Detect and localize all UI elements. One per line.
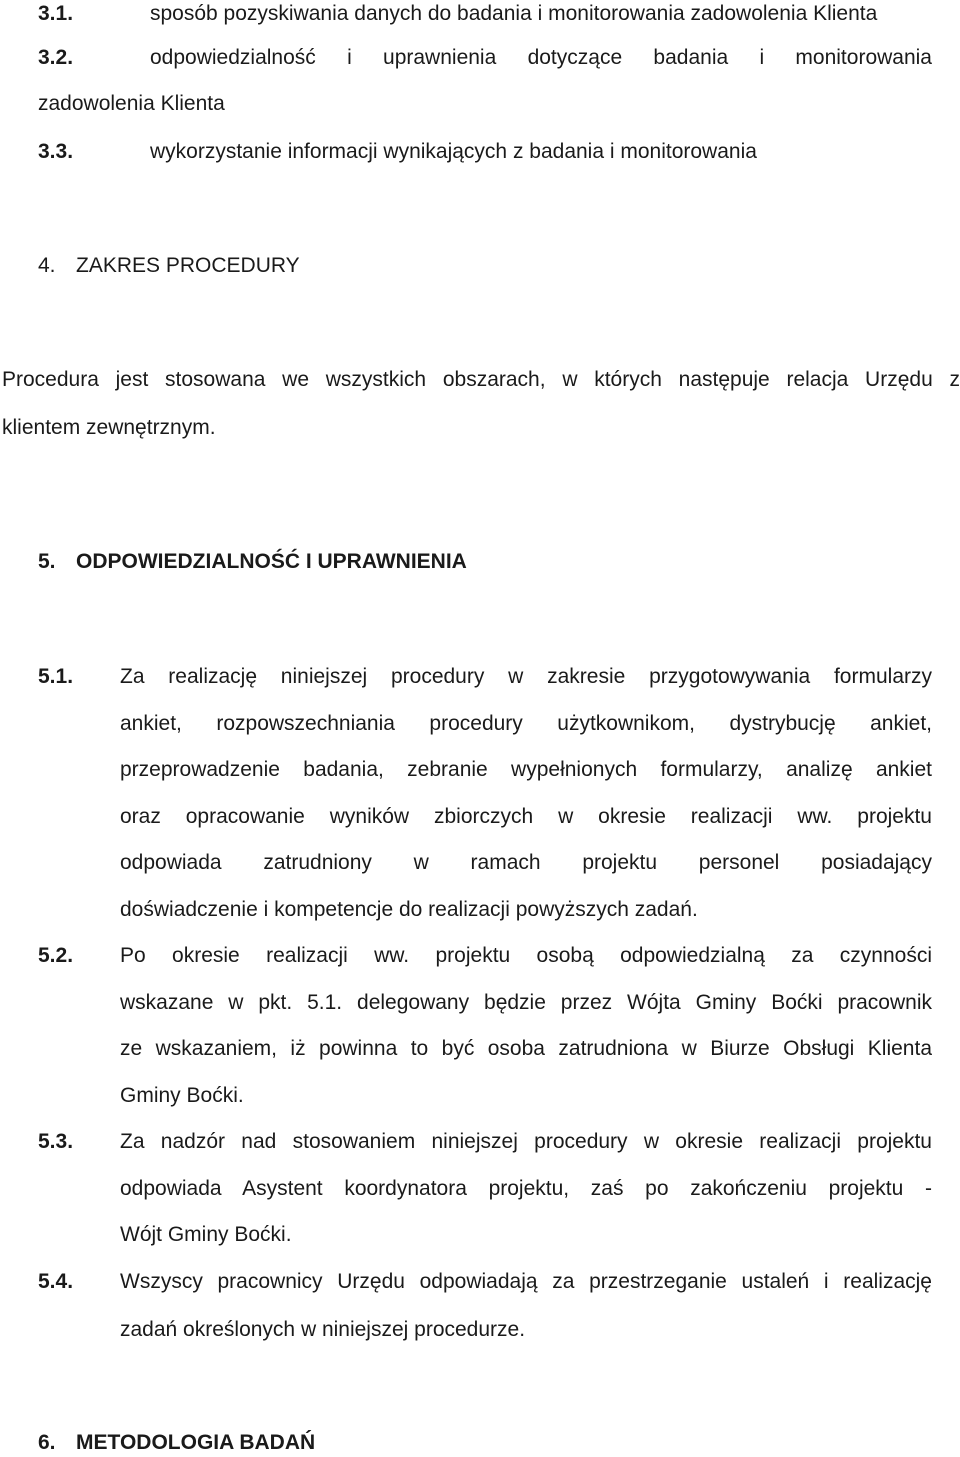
section-5-title: ODPOWIEDZIALNOŚĆ I UPRAWNIENIA (76, 550, 467, 573)
item-5-1-line: oraz opracowanie wyników zbiorczych w okresie realizacji ww. projektu (120, 805, 932, 828)
item-text-3-3: wykorzystanie informacji wynikających z badania i monitorowania (150, 140, 757, 163)
item-number-5-1: 5.1. (38, 665, 74, 688)
section-4-number: 4. (38, 254, 56, 277)
item-5-3-line: odpowiada Asystent koordynatora projektu, zaś po zakończeniu projektu - (120, 1177, 932, 1200)
item-5-1-line: ankiet, rozpowszechniania procedury użytkownikom, dystrybucję ankiet, (120, 712, 932, 735)
item-5-2-line: ze wskazaniem, iż powinna to być osoba zatrudniona w Biurze Obsługi Klienta (120, 1037, 932, 1060)
item-5-1-line: Za realizację niniejszej procedury w zakresie przygotowywania formularzy (120, 665, 932, 688)
item-5-4-line-last: zadań określonych w niniejszej procedurze. (120, 1318, 526, 1341)
item-text-3-2-line2: zadowolenia Klienta (38, 92, 225, 115)
item-5-2-line: Po okresie realizacji ww. projektu osobą odpowiedzialną za czynności (120, 944, 932, 967)
item-number-3-2: 3.2. (38, 46, 74, 69)
section-6-title: METODOLOGIA BADAŃ (76, 1431, 316, 1454)
item-number-3-3: 3.3. (38, 140, 74, 163)
item-text-3-2-line1: odpowiedzialność i uprawnienia dotyczące badania i monitorowania (150, 46, 932, 69)
item-number-5-4: 5.4. (38, 1270, 74, 1293)
item-number-5-2: 5.2. (38, 944, 74, 967)
item-text-3-1: sposób pozyskiwania danych do badania i monitorowania zadowolenia Klienta (150, 2, 878, 25)
section-4-title: ZAKRES PROCEDURY (76, 254, 300, 277)
item-5-3-line: Za nadzór nad stosowaniem niniejszej procedury w okresie realizacji projektu (120, 1130, 932, 1153)
item-5-2-line-last: Gminy Boćki. (120, 1084, 244, 1107)
item-5-1-line: odpowiada zatrudniony w ramach projektu personel posiadający (120, 851, 932, 874)
item-5-1-line-last: doświadczenie i kompetencje do realizacji powyższych zadań. (120, 898, 698, 921)
section-4-paragraph-line2: klientem zewnętrznym. (2, 416, 216, 439)
section-4-paragraph-line1: Procedura jest stosowana we wszystkich obszarach, w których następuje relacja Urzędu z (2, 368, 960, 391)
item-5-2-line: wskazane w pkt. 5.1. delegowany będzie przez Wójta Gminy Boćki pracownik (120, 991, 932, 1014)
item-number-3-1: 3.1. (38, 2, 74, 25)
section-5-number: 5. (38, 550, 56, 573)
item-number-5-3: 5.3. (38, 1130, 74, 1153)
item-5-4-line: Wszyscy pracownicy Urzędu odpowiadają za przestrzeganie ustaleń i realizację (120, 1270, 932, 1293)
item-5-3-line-last: Wójt Gminy Boćki. (120, 1223, 292, 1246)
item-5-1-line: przeprowadzenie badania, zebranie wypełnionych formularzy, analizę ankiet (120, 758, 932, 781)
section-6-number: 6. (38, 1431, 56, 1454)
